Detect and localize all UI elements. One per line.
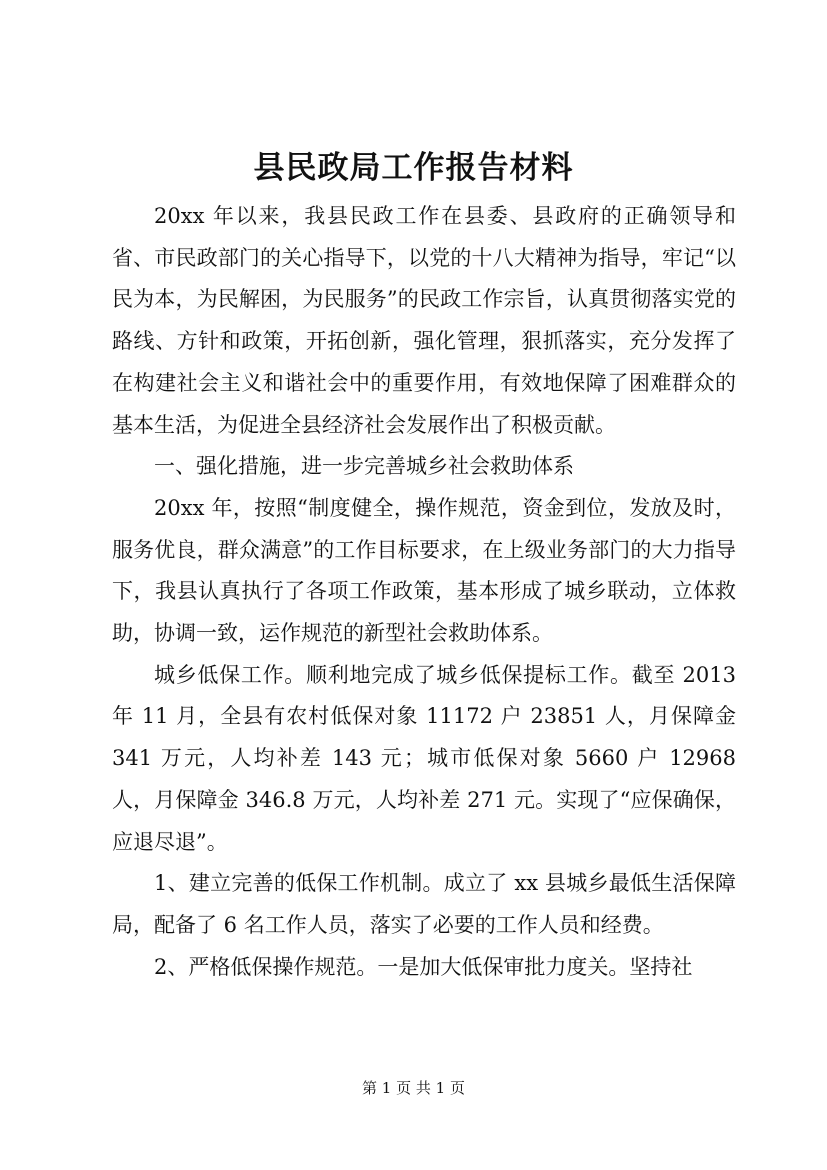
- paragraph-item-2: 2、严格低保操作规范。一是加大低保审批力度关。坚持社: [154, 954, 693, 979]
- document-body: [112, 196, 736, 988]
- paragraph-item-1: 1、建立完善的低保工作机制。成立了 xx 县城乡最低生活保障局，配备了 6 名工作人员，落实了必要的工作人员和经费。: [112, 871, 736, 937]
- paragraph-minimum-living-guarantee: 城乡低保工作。顺利地完成了城乡低保提标工作。截至 2013 年 11 月，全县有农村低保对象 11172 户 23851 人，月保障金 341 万元，人均补差 143 元；城市低保对象 5660 户 12968 人，月保障金 346.8 万元，人均补差 271 元。实现了“应保确保，应退尽退”。: [112, 662, 736, 854]
- paragraph-assistance-system: 20xx 年，按照“制度健全，操作规范，资金到位，发放及时，服务优良，群众满意”的工作目标要求，在上级业务部门的大力指导下，我县认真执行了各项工作政策，基本形成了城乡联动，立体救助，协调一致，运作规范的新型社会救助体系。: [112, 495, 736, 646]
- page-footer: 第 1 页 共 1 页: [362, 1079, 465, 1097]
- document-title: 县民政局工作报告材料: [253, 150, 574, 186]
- paragraph-intro: 20xx 年以来，我县民政工作在县委、县政府的正确领导和省、市民政部门的关心指导下，以党的十八大精神为指导，牢记“以民为本，为民解困，为民服务”的民政工作宗旨，认真贯彻落实党的路线、方针和政策，开拓创新，强化管理，狠抓落实，充分发挥了在构建社会主义和谐社会中的重要作用，有效地保障了困难群众的基本生活，为促进全县经济社会发展作出了积极贡献。: [112, 204, 736, 437]
- section-heading-1: 一、强化措施，进一步完善城乡社会救助体系: [154, 454, 574, 479]
